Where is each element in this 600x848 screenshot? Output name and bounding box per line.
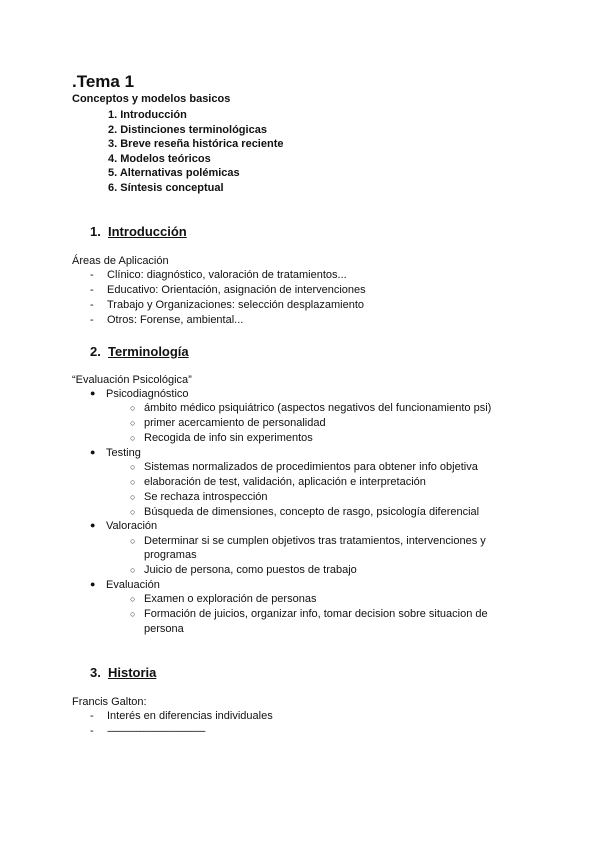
section-number: 1. xyxy=(90,224,101,239)
circle-marker: ○ xyxy=(130,507,136,517)
toc-item: 1. Introducción xyxy=(108,109,187,121)
dash-marker: - xyxy=(90,314,94,326)
list-item: - Interés en diferencias individuales xyxy=(90,710,273,722)
sub-list-item: ○ elaboración de test, validación, aplicación e interpretación xyxy=(130,476,426,488)
bullet-marker: ● xyxy=(90,388,96,398)
list-item: - Trabajo y Organizaciones: selección desplazamiento xyxy=(90,299,365,311)
toc-item: 4. Modelos teóricos xyxy=(108,153,211,165)
toc-item: 5. Alternativas polémicas xyxy=(108,167,240,179)
page-title: .Tema 1 xyxy=(72,72,135,91)
dash-marker: - xyxy=(90,299,94,311)
circle-marker: ○ xyxy=(130,492,136,502)
section-number: 3. xyxy=(90,665,101,680)
toc-item: 3. Breve reseña histórica reciente xyxy=(108,138,284,150)
circle-marker: ○ xyxy=(130,477,136,487)
circle-marker: ○ xyxy=(130,418,136,428)
sub-list-item: ○ Determinar si se cumplen objetivos tras tratamientos, intervenciones y xyxy=(130,535,486,547)
bullet-marker: ● xyxy=(90,520,96,530)
circle-marker: ○ xyxy=(130,462,136,472)
sub-list-item: ○ Sistemas normalizados de procedimientos para obtener info objetiva xyxy=(130,461,478,473)
section-lead: Áreas de Aplicación xyxy=(72,255,169,267)
sub-list-item-continuation: programas xyxy=(144,549,197,561)
sub-list-item-continuation: persona xyxy=(144,623,184,635)
section-title: Terminología xyxy=(108,344,189,359)
list-item: - ----------------------------------------------------------------- xyxy=(90,725,205,737)
circle-marker: ○ xyxy=(130,594,136,604)
dash-marker: - xyxy=(90,284,94,296)
sub-list-item: ○ ámbito médico psiquiátrico (aspectos negativos del funcionamiento psi) xyxy=(130,402,492,414)
toc-item: 2. Distinciones terminológicas xyxy=(108,124,267,136)
dash-marker: - xyxy=(90,725,94,737)
bullet-item: ● Testing xyxy=(90,447,141,459)
bullet-marker: ● xyxy=(90,579,96,589)
section-title: Historia xyxy=(108,665,157,680)
circle-marker: ○ xyxy=(130,433,136,443)
page-subtitle: Conceptos y modelos basicos xyxy=(72,93,231,105)
sub-list-item: ○ Recogida de info sin experimentos xyxy=(130,432,313,444)
section-title: Introducción xyxy=(108,224,187,239)
sub-list-item: ○ Búsqueda de dimensiones, concepto de rasgo, psicología diferencial xyxy=(130,506,480,518)
sub-list-item: ○ primer acercamiento de personalidad xyxy=(130,417,326,429)
section-heading-introduccion xyxy=(90,224,187,239)
circle-marker: ○ xyxy=(130,609,136,619)
sub-list-item: ○ Formación de juicios, organizar info, tomar decision sobre situacion de xyxy=(130,608,488,620)
circle-marker: ○ xyxy=(130,536,136,546)
sub-list-item: ○ Se rechaza introspección xyxy=(130,491,268,503)
section-number: 2. xyxy=(90,344,101,359)
bullet-marker: ● xyxy=(90,447,96,457)
bullet-item: ● Psicodiagnóstico xyxy=(90,388,189,400)
bullet-item: ● Evaluación xyxy=(90,579,160,591)
section-lead: Francis Galton: xyxy=(72,696,147,708)
toc-item: 6. Síntesis conceptual xyxy=(108,182,224,194)
bullet-item: ● Valoración xyxy=(90,520,158,532)
list-item: - Educativo: Orientación, asignación de intervenciones xyxy=(90,284,366,296)
section-heading-terminologia xyxy=(90,344,189,359)
circle-marker: ○ xyxy=(130,403,136,413)
list-item: - Otros: Forense, ambiental... xyxy=(90,314,244,326)
circle-marker: ○ xyxy=(130,565,136,575)
section-lead: “Evaluación Psicológica” xyxy=(72,374,192,386)
dash-marker: - xyxy=(90,710,94,722)
dash-marker: - xyxy=(90,269,94,281)
sub-list-item: ○ Juicio de persona, como puestos de trabajo xyxy=(130,564,357,576)
section-heading-historia xyxy=(90,665,156,680)
sub-list-item: ○ Examen o exploración de personas xyxy=(130,593,317,605)
list-item: - Clínico: diagnóstico, valoración de tratamientos... xyxy=(90,269,347,281)
